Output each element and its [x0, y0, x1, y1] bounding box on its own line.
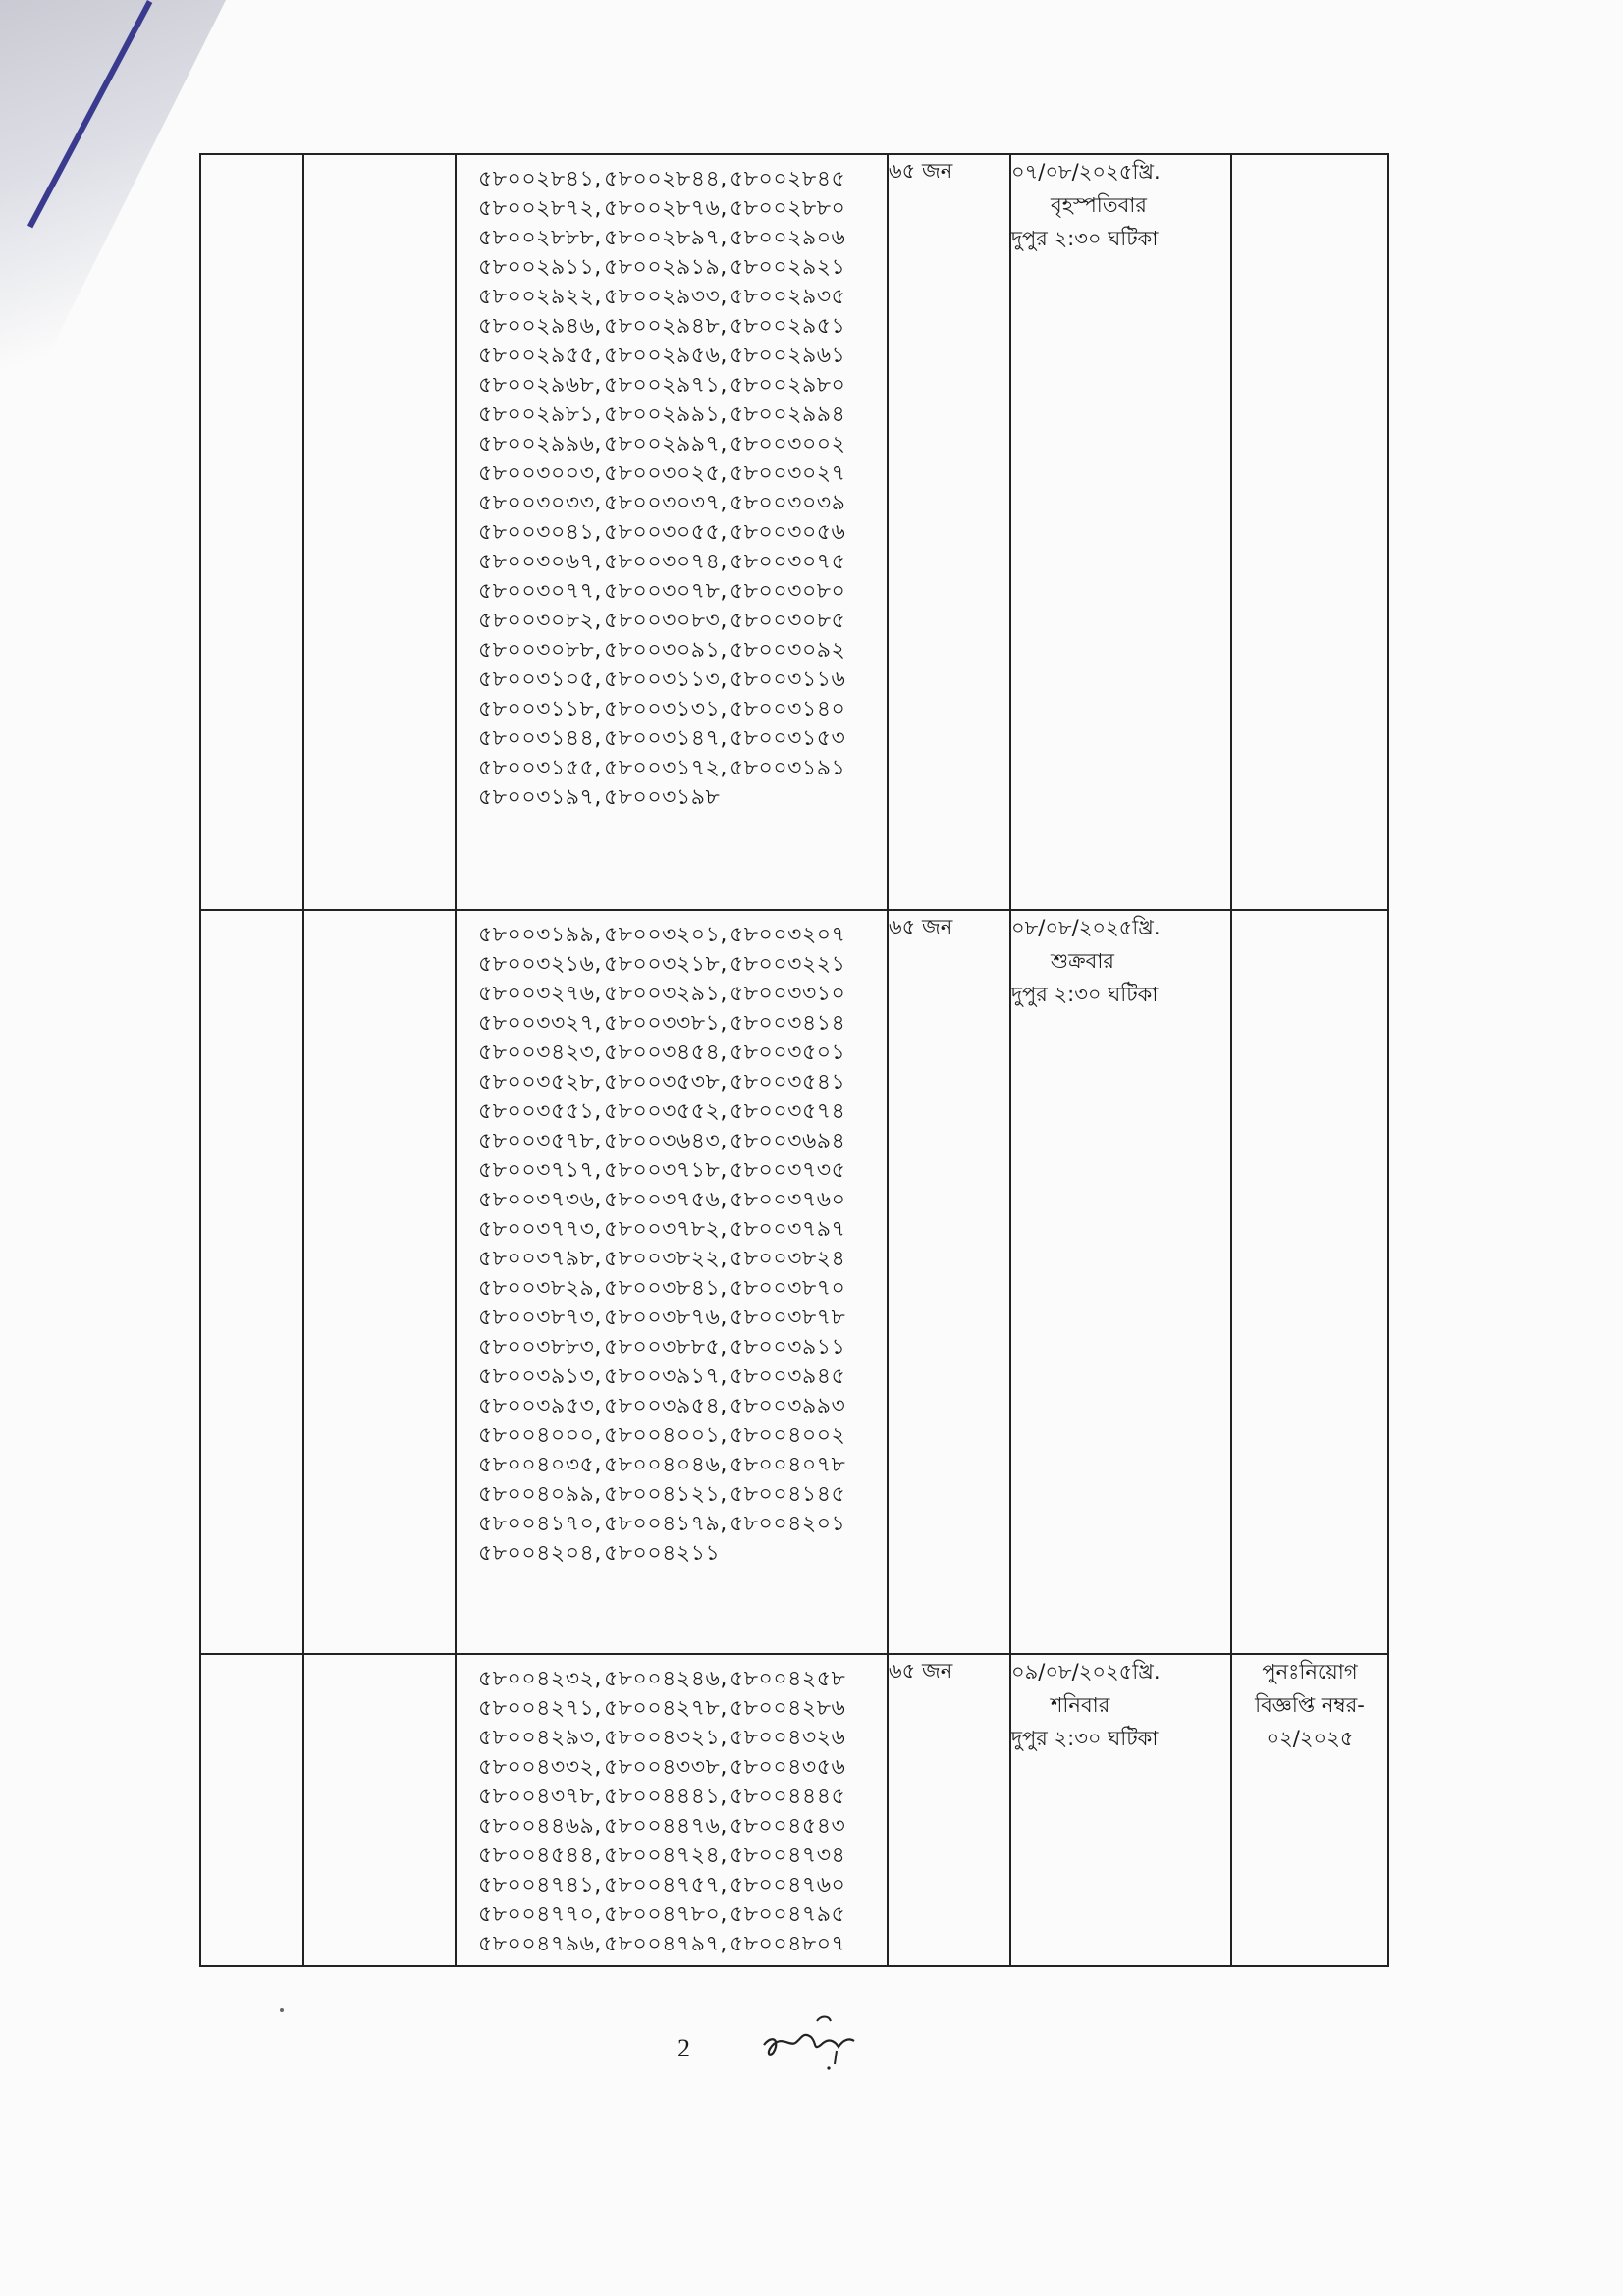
candidate-count: ৬৫ জন — [888, 1654, 1010, 1966]
roll-number: ৫৮০০৩৪২৩, — [478, 1041, 602, 1065]
roll-number: ৫৮০০২৯২২, — [478, 285, 602, 309]
roll-number: ৫৮০০৪৪৪১, — [604, 1785, 728, 1809]
roll-number: ৫৮০০২৯৫১ — [730, 314, 846, 339]
roll-number: ৫৮০০৩১৯১ — [730, 756, 846, 780]
roll-number: ৫৮০০৩৮৭৩, — [478, 1306, 602, 1330]
roll-number: ৫৮০০৪৪৪৫ — [730, 1785, 846, 1809]
roll-number: ৫৮০০৩৭৮২, — [604, 1217, 728, 1242]
exam-time: দুপুর ২:৩০ ঘটিকা — [1011, 1727, 1159, 1750]
notice-cell — [1231, 154, 1388, 910]
roll-number: ৫৮০০৩৫৫১, — [478, 1099, 602, 1124]
roll-line — [478, 430, 879, 459]
roll-number: ৫৮০০৩০৫৬ — [730, 520, 846, 545]
roll-number: ৫৮০০২৯৯১, — [604, 402, 728, 427]
roll-number: ৫৮০০৪২৭১, — [478, 1696, 602, 1721]
roll-number: ৫৮০০৪৭৫৭, — [604, 1873, 728, 1897]
roll-number: ৫৮০০৩৮৮৫, — [604, 1335, 728, 1360]
roll-number: ৫৮০০৪৮০৭ — [730, 1932, 846, 1956]
roll-line — [478, 1724, 879, 1753]
exam-day: বৃহস্পতিবার — [1051, 193, 1147, 217]
roll-number: ৫৮০০৩৮৮৩, — [478, 1335, 602, 1360]
roll-number: ৫৮০০৪৫৪৩ — [730, 1814, 846, 1839]
roll-line — [478, 548, 879, 577]
roll-number: ৫৮০০৪৪৭৬, — [604, 1814, 728, 1839]
roll-line — [478, 1362, 879, 1392]
roll-number: ৫৮০০৩০৪১, — [478, 520, 602, 545]
roll-number: ৫৮০০২৯৭১, — [604, 373, 728, 398]
roll-line — [478, 1097, 879, 1127]
stray-mark — [280, 2008, 284, 2012]
roll-line — [478, 1127, 879, 1156]
exam-time: দুপুর ২:৩০ ঘটিকা — [1011, 983, 1159, 1006]
roll-number: ৫৮০০২৮৮০ — [730, 196, 846, 221]
roll-number: ৫৮০০৪৭৪১, — [478, 1873, 602, 1897]
roll-number: ৫৮০০২৯১১, — [478, 255, 602, 280]
roll-number: ৫৮০০৩৪১৪ — [730, 1011, 846, 1036]
roll-number: ৫৮০০৩০৯১, — [604, 638, 728, 663]
roll-line — [478, 921, 879, 950]
roll-number: ৫৮০০৩৯৪৫ — [730, 1364, 846, 1389]
roll-number: ৫৮০০২৮৪৫ — [730, 167, 846, 191]
roll-number: ৫৮০০৩১১৮, — [478, 697, 602, 721]
roll-number: ৫৮০০৩০৩৯ — [730, 491, 846, 515]
roll-line — [478, 224, 879, 253]
roll-number: ৫৮০০২৯৯৪ — [730, 402, 846, 427]
roll-number: ৫৮০০৩০৭৫ — [730, 550, 846, 574]
roll-number: ৫৮০০৩৭৩৬, — [478, 1188, 602, 1212]
roll-number: ৫৮০০২৯৮১, — [478, 402, 602, 427]
roll-number: ৫৮০০৩০৮৩, — [604, 609, 728, 633]
roll-line — [478, 1156, 879, 1186]
roll-number: ৫৮০০২৯৯৬, — [478, 432, 602, 456]
roll-line — [478, 1333, 879, 1362]
roll-line — [478, 459, 879, 489]
roll-number: ৫৮০০৪০০১, — [604, 1423, 728, 1448]
roll-number: ৫৮০০৩২১৮, — [604, 952, 728, 977]
exam-datetime-cell — [1010, 154, 1231, 910]
roll-line — [478, 666, 879, 695]
roll-number: ৫৮০০৪১৭৯, — [604, 1512, 728, 1536]
roll-line — [478, 695, 879, 724]
roll-number: ৫৮০০২৯৬৮, — [478, 373, 602, 398]
roll-number: ৫৮০০৪৭২৪, — [604, 1843, 728, 1868]
exam-schedule-table — [199, 153, 1389, 1967]
roll-line — [478, 1694, 879, 1724]
roll-number: ৫৮০০৩১৯৮ — [604, 785, 721, 810]
roll-number: ৫৮০০৪১৭০, — [478, 1512, 602, 1536]
roll-number: ৫৮০০৪৭৯৬, — [478, 1932, 602, 1956]
roll-number: ৫৮০০৩২৭৬, — [478, 982, 602, 1006]
roll-number: ৫৮০০৪৭৯৭, — [604, 1932, 728, 1956]
roll-number: ৫৮০০২৯৮০ — [730, 373, 846, 398]
roll-number: ৫৮০০২৯৩৫ — [730, 285, 846, 309]
roll-line — [478, 1009, 879, 1039]
roll-number: ৫৮০০৩১৯৭, — [478, 785, 602, 810]
roll-line — [478, 1842, 879, 1871]
roll-number: ৫৮০০৩০৯২ — [730, 638, 846, 663]
roll-line — [478, 1068, 879, 1097]
roll-number: ৫৮০০৪২৭৮, — [604, 1696, 728, 1721]
roll-number: ৫৮০০৩২১৬, — [478, 952, 602, 977]
roll-number: ৫৮০০৩৩২৭, — [478, 1011, 602, 1036]
serial-cell — [200, 1654, 303, 1966]
roll-line — [478, 1539, 879, 1569]
roll-number: ৫৮০০৪০৪৬, — [604, 1453, 728, 1477]
roll-number: ৫৮০০৪২১১ — [604, 1541, 721, 1566]
roll-number: ৫৮০০৩৬৯৪ — [730, 1129, 846, 1153]
roll-number: ৫৮০০৩১১৩, — [604, 667, 728, 692]
roll-number: ৫৮০০৪৩৩২, — [478, 1755, 602, 1780]
roll-number: ৫৮০০৩০৮০ — [730, 579, 846, 604]
roll-line — [478, 312, 879, 342]
notice-cell: পুনঃনিয়োগ বিজ্ঞপ্তি নম্বর- ০২/২০২৫ — [1231, 1654, 1388, 1966]
roll-number: ৫৮০০৪৭৮০, — [604, 1902, 728, 1927]
roll-number: ৫৮০০৩৫০১ — [730, 1041, 846, 1065]
roll-number: ৫৮০০৪০৯৯, — [478, 1482, 602, 1507]
roll-line — [478, 253, 879, 283]
roll-number: ৫৮০০৩৯৯৩ — [730, 1394, 846, 1418]
roll-number: ৫৮০০৩১৫৫, — [478, 756, 602, 780]
roll-number: ৫৮০০৩১১৬ — [730, 667, 846, 692]
schedule-row — [200, 154, 1388, 910]
exam-date: ০৮/০৮/২০২৫খ্রি. — [1011, 916, 1161, 939]
roll-line — [478, 950, 879, 980]
roll-number: ৫৮০০৩২৯১, — [604, 982, 728, 1006]
roll-number: ৫৮০০২৮৭২, — [478, 196, 602, 221]
roll-number: ৫৮০০৪৩২১, — [604, 1726, 728, 1750]
roll-number: ৫৮০০৩০০২ — [730, 432, 846, 456]
roll-line — [478, 283, 879, 312]
roll-number: ৫৮০০৩০৮৫ — [730, 609, 846, 633]
roll-number: ৫৮০০৩২০৭ — [730, 923, 846, 947]
roll-line — [478, 577, 879, 607]
roll-number: ৫৮০০৩০২৭ — [730, 461, 846, 486]
roll-number: ৫৮০০৩২২১ — [730, 952, 846, 977]
roll-number: ৫৮০০৩৭৫৬, — [604, 1188, 728, 1212]
roll-line — [478, 1900, 879, 1930]
roll-number: ৫৮০০৩৭৯৭ — [730, 1217, 846, 1242]
exam-datetime-cell — [1010, 1654, 1231, 1966]
exam-time: দুপুর ২:৩০ ঘটিকা — [1011, 227, 1159, 250]
post-cell — [303, 910, 456, 1654]
roll-number: ৫৮০০৩০৩৭, — [604, 491, 728, 515]
exam-datetime-cell — [1010, 910, 1231, 1654]
post-cell — [303, 154, 456, 910]
roll-number: ৫৮০০৩৫৭৮, — [478, 1129, 602, 1153]
roll-number: ৫৮০০৩৮২২, — [604, 1247, 728, 1271]
roll-line — [478, 1871, 879, 1900]
handwritten-signature — [756, 2007, 864, 2076]
roll-number: ৫৮০০৪৩৩৮, — [604, 1755, 728, 1780]
roll-number: ৫৮০০৩৯৫৪, — [604, 1394, 728, 1418]
roll-line — [478, 1930, 879, 1959]
roll-number: ৫৮০০২৯০৬ — [730, 226, 846, 250]
roll-number: ৫৮০০৪০০০, — [478, 1423, 602, 1448]
roll-number: ৫৮০০৪৭৯৫ — [730, 1902, 846, 1927]
roll-number: ৫৮০০৩০৬৭, — [478, 550, 602, 574]
roll-number: ৫৮০০২৯৫৬, — [604, 344, 728, 368]
roll-number: ৫৮০০৩৭৯৮, — [478, 1247, 602, 1271]
notice-cell — [1231, 910, 1388, 1654]
roll-number: ৫৮০০২৯৫৫, — [478, 344, 602, 368]
roll-number: ৫৮০০৩০৮২, — [478, 609, 602, 633]
post-cell — [303, 1654, 456, 1966]
roll-number: ৫৮০০৩০৮৮, — [478, 638, 602, 663]
roll-line — [478, 1274, 879, 1304]
roll-number: ৫৮০০৪২৫৮ — [730, 1667, 846, 1691]
roll-number: ৫৮০০৩৫৫২, — [604, 1099, 728, 1124]
roll-line — [478, 489, 879, 518]
roll-number: ৫৮০০৩৮৭০ — [730, 1276, 846, 1301]
roll-number: ৫৮০০৪২৩২, — [478, 1667, 602, 1691]
roll-number: ৫৮০০২৯৯৭, — [604, 432, 728, 456]
roll-number: ৫৮০০৩১৪৪, — [478, 726, 602, 751]
roll-line — [478, 1510, 879, 1539]
roll-number: ৫৮০০৩৯১৭, — [604, 1364, 728, 1389]
roll-number: ৫৮০০২৯৪৮, — [604, 314, 728, 339]
serial-cell — [200, 910, 303, 1654]
roll-number: ৫৮০০৪২০৪, — [478, 1541, 602, 1566]
roll-line — [478, 1665, 879, 1694]
roll-line — [478, 607, 879, 636]
roll-number: ৫৮০০৩১০৫, — [478, 667, 602, 692]
roll-number: ৫৮০০৩৭৬০ — [730, 1188, 846, 1212]
roll-number: ৫৮০০৪২৪৬, — [604, 1667, 728, 1691]
roll-line — [478, 724, 879, 754]
roll-line — [478, 1451, 879, 1480]
roll-number: ৫৮০০৩৯১১ — [730, 1335, 846, 1360]
roll-number: ৫৮০০৩৭১৮, — [604, 1158, 728, 1183]
scan-page-fold — [0, 0, 226, 452]
roll-line — [478, 783, 879, 813]
roll-number: ৫৮০০৩১৯৯, — [478, 923, 602, 947]
roll-line — [478, 1812, 879, 1842]
roll-number: ৫৮০০৩৫২৮, — [478, 1070, 602, 1095]
roll-number: ৫৮০০২৯৬১ — [730, 344, 846, 368]
roll-number: ৫৮০০৩৯৫৩, — [478, 1394, 602, 1418]
roll-number: ৫৮০০৩৮৭৬, — [604, 1306, 728, 1330]
roll-line — [478, 1753, 879, 1783]
roll-number: ৫৮০০৩০৭৭, — [478, 579, 602, 604]
roll-number: ৫৮০০২৯২১ — [730, 255, 846, 280]
roll-number: ৫৮০০৪৩৭৮, — [478, 1785, 602, 1809]
serial-cell — [200, 154, 303, 910]
roll-number: ৫৮০০৩৫৪১ — [730, 1070, 846, 1095]
roll-number: ৫৮০০৩০৭৪, — [604, 550, 728, 574]
roll-number: ৫৮০০৩৮২৯, — [478, 1276, 602, 1301]
roll-number: ৫৮০০২৯৩৩, — [604, 285, 728, 309]
roll-line — [478, 1783, 879, 1812]
roll-number: ৫৮০০৪৪৬৯, — [478, 1814, 602, 1839]
roll-line — [478, 1392, 879, 1421]
roll-number: ৫৮০০৪০৩৫, — [478, 1453, 602, 1477]
roll-number: ৫৮০০৪৭৬০ — [730, 1873, 846, 1897]
roll-numbers-cell — [456, 1654, 888, 1966]
roll-number: ৫৮০০৪৭৩৪ — [730, 1843, 846, 1868]
roll-number: ৫৮০০২৯১৯, — [604, 255, 728, 280]
roll-number: ৫৮০০৩৮২৪ — [730, 1247, 846, 1271]
roll-number: ৫৮০০৪০৭৮ — [730, 1453, 846, 1477]
page-number: 2 — [677, 2034, 690, 2062]
roll-number: ৫৮০০৩২০১, — [604, 923, 728, 947]
roll-number: ৫৮০০৩১৩১, — [604, 697, 728, 721]
roll-line — [478, 1215, 879, 1245]
roll-number: ৫৮০০৩৮৭৮ — [730, 1306, 846, 1330]
roll-number: ৫৮০০২৮৪১, — [478, 167, 602, 191]
roll-line — [478, 400, 879, 430]
roll-number: ৫৮০০৪৩৫৬ — [730, 1755, 846, 1780]
roll-numbers-cell — [456, 154, 888, 910]
roll-number: ৫৮০০৪৩২৬ — [730, 1726, 846, 1750]
roll-line — [478, 1186, 879, 1215]
exam-day: শনিবার — [1051, 1693, 1110, 1717]
roll-line — [478, 980, 879, 1009]
roll-number: ৫৮০০৩০৩৩, — [478, 491, 602, 515]
roll-number: ৫৮০০৪০০২ — [730, 1423, 846, 1448]
roll-number: ৫৮০০২৮৮৮, — [478, 226, 602, 250]
roll-number: ৫৮০০৪১৪৫ — [730, 1482, 846, 1507]
roll-line — [478, 1039, 879, 1068]
roll-number: ৫৮০০৪২৯৩, — [478, 1726, 602, 1750]
roll-number: ৫৮০০৩১৪৭, — [604, 726, 728, 751]
roll-number: ৫৮০০২৮৪৪, — [604, 167, 728, 191]
roll-number: ৫৮০০৩৪৫৪, — [604, 1041, 728, 1065]
roll-number: ৫৮০০৩৭৭৩, — [478, 1217, 602, 1242]
roll-line — [478, 1480, 879, 1510]
roll-number: ৫৮০০৩১৫৩ — [730, 726, 846, 751]
roll-line — [478, 636, 879, 666]
roll-number: ৫৮০০৩০৫৫, — [604, 520, 728, 545]
roll-numbers-cell — [456, 910, 888, 1654]
roll-number: ৫৮০০৩৮৪১, — [604, 1276, 728, 1301]
roll-number: ৫৮০০৩৩১০ — [730, 982, 846, 1006]
roll-line — [478, 165, 879, 194]
roll-line — [478, 1421, 879, 1451]
roll-number: ৫৮০০৪১২১, — [604, 1482, 728, 1507]
schedule-row — [200, 910, 1388, 1654]
roll-number: ৫৮০০৪২০১ — [730, 1512, 846, 1536]
roll-line — [478, 371, 879, 400]
roll-line — [478, 1304, 879, 1333]
roll-number: ৫৮০০৩১৭২, — [604, 756, 728, 780]
schedule-row — [200, 1654, 1388, 1966]
exam-day: শুক্রবার — [1051, 949, 1114, 973]
roll-number: ৫৮০০৪২৮৬ — [730, 1696, 846, 1721]
roll-number: ৫৮০০৩০০৩, — [478, 461, 602, 486]
roll-number: ৫৮০০৩৫৩৮, — [604, 1070, 728, 1095]
roll-number: ৫৮০০৪৭৭০, — [478, 1902, 602, 1927]
roll-number: ৫৮০০৩১৪০ — [730, 697, 846, 721]
roll-number: ৫৮০০৪৫৪৪, — [478, 1843, 602, 1868]
roll-number: ৫৮০০৩৩৮১, — [604, 1011, 728, 1036]
roll-number: ৫৮০০২৮৭৬, — [604, 196, 728, 221]
exam-date: ০৯/০৮/২০২৫খ্রি. — [1011, 1660, 1161, 1683]
roll-line — [478, 1245, 879, 1274]
candidate-count: ৬৫ জন — [888, 154, 1010, 910]
roll-number: ৫৮০০৩০২৫, — [604, 461, 728, 486]
roll-number: ৫৮০০৩৯১৩, — [478, 1364, 602, 1389]
roll-number: ৫৮০০৩৭৩৫ — [730, 1158, 846, 1183]
roll-line — [478, 754, 879, 783]
roll-number: ৫৮০০৩০৭৮, — [604, 579, 728, 604]
roll-number: ৫৮০০২৮৯৭, — [604, 226, 728, 250]
exam-date: ০৭/০৮/২০২৫খ্রি. — [1011, 160, 1161, 184]
roll-number: ৫৮০০২৯৪৬, — [478, 314, 602, 339]
roll-line — [478, 518, 879, 548]
roll-number: ৫৮০০৩৭১৭, — [478, 1158, 602, 1183]
roll-line — [478, 342, 879, 371]
roll-number: ৫৮০০৩৫৭৪ — [730, 1099, 846, 1124]
roll-line — [478, 194, 879, 224]
candidate-count: ৬৫ জন — [888, 910, 1010, 1654]
roll-number: ৫৮০০৩৬৪৩, — [604, 1129, 728, 1153]
